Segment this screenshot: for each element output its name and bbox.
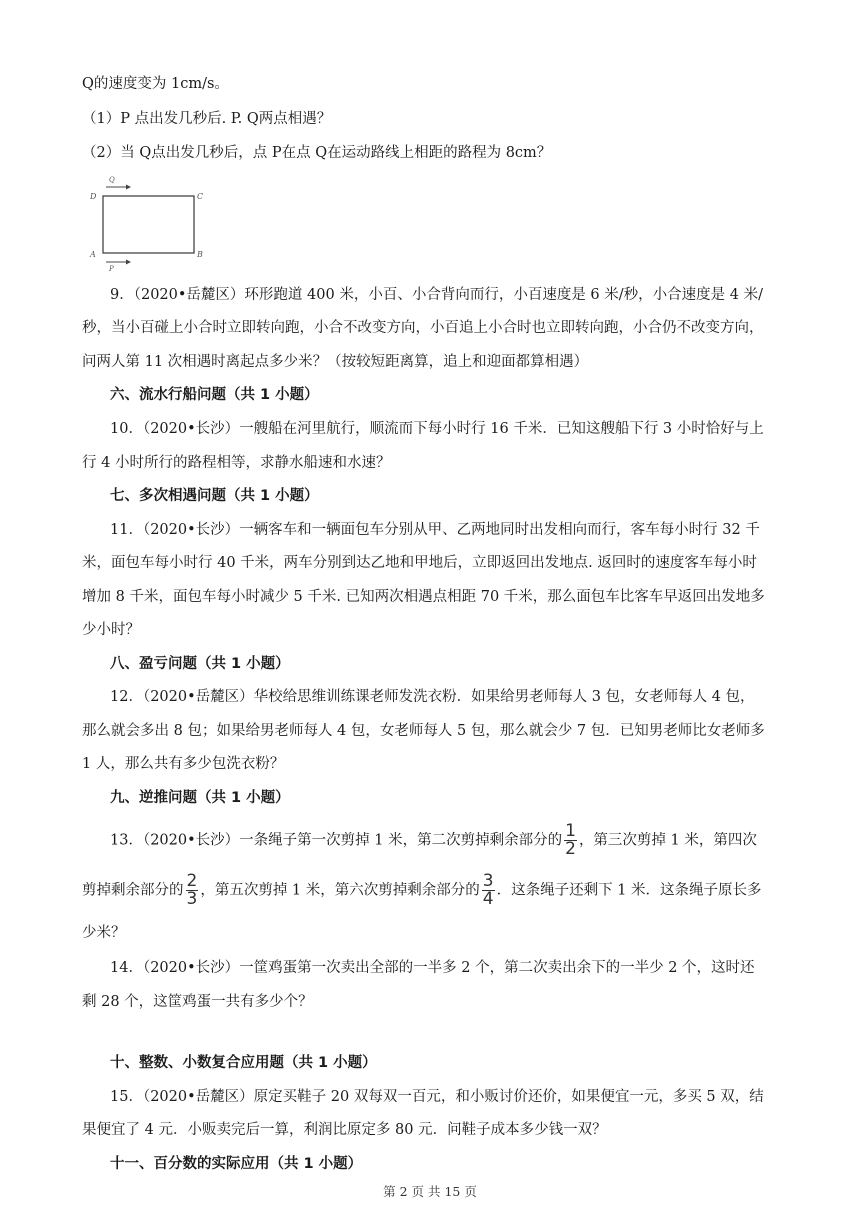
problem-13-line-3: 少米？: [82, 925, 126, 941]
track-rectangle: [103, 196, 194, 253]
problem-15-line-1: 15．（2020•岳麓区）原定买鞋子 20 双每双一百元，和小贩讨价还价，如果便宜一元，多买 5 双，结: [110, 1089, 764, 1105]
problem-13-text-3: 剪掉剩余部分的: [82, 882, 184, 899]
fraction-numerator: 2: [186, 871, 198, 891]
problem-13-line-2: [82, 873, 782, 908]
section-heading-8: 八、盈亏问题（共 1 小题）: [110, 656, 290, 672]
label-b: B: [197, 250, 203, 259]
problem-11-line-4: 少小时？: [82, 622, 140, 638]
rectangle-motion-diagram: [88, 168, 206, 272]
problem-10-line-1: 10．（2020•长沙）一艘船在河里航行，顺流而下每小时行 16 千米．已知这艘船下行 3 小时恰好与上: [110, 421, 764, 437]
section-heading-10: 十、整数、小数复合应用题（共 1 小题）: [110, 1055, 377, 1071]
problem-13-text-2: ，第三次剪掉 1 米，第四次: [578, 832, 757, 849]
section-heading-11: 十一、百分数的实际应用（共 1 小题）: [110, 1156, 363, 1172]
problem-9-line-1: 9．（2020•岳麓区）环形跑道 400 米，小百、小合背向而行，小百速度是 6 米/秒，小合速度是 4 米/: [110, 287, 763, 303]
fraction-three-quarters: [482, 873, 495, 908]
problem-12-line-1: 12．（2020•岳麓区）华校给思维训练课老师发洗衣粉．如果给男老师每人 3 包，女老师每人 4 包，: [110, 689, 755, 705]
problem-13-text-4: ，第五次剪掉 1 米，第六次剪掉剩余部分的: [200, 882, 480, 899]
problem-13-text-1: 13．（2020•长沙）一条绳子第一次剪掉 1 米，第二次剪掉剩余部分的: [110, 832, 563, 849]
fraction-denominator: 4: [482, 889, 494, 909]
label-c: C: [197, 192, 204, 201]
q-arrowhead: [126, 185, 131, 190]
problem-11-line-3: 增加 8 千米，面包车每小时减少 5 千米. 已知两次相遇点相距 70 千米，那么面包车比客车早返回出发地多: [82, 589, 765, 605]
problem-11-line-2: 米，面包车每小时行 40 千米，两车分别到达乙地和甲地后，立即返回出发地点. 返回时的速度客车每小时: [82, 555, 757, 571]
problem-15-line-2: 果便宜了 4 元．小贩卖完后一算，利润比原定多 80 元．问鞋子成本多少钱一双？: [82, 1122, 607, 1138]
label-a: A: [90, 250, 96, 259]
problem-8-question-2: （2）当 Q点出发几秒后，点 P在点 Q在运动路线上相距的路程为 8cm？: [82, 145, 552, 161]
problem-8-question-1: （1）P 点出发几秒后. P. Q两点相遇？: [82, 111, 332, 127]
fraction-two-thirds: [186, 873, 199, 908]
problem-14-line-1: 14．（2020•长沙）一筐鸡蛋第一次卖出全部的一半多 2 个，第二次卖出余下的一半少 2 个，这时还: [110, 960, 755, 976]
fraction-numerator: 3: [482, 871, 494, 891]
problem-13-text-5: ．这条绳子还剩下 1 米．这条绳子原长多: [496, 882, 762, 899]
section-heading-7: 七、多次相遇问题（共 1 小题）: [110, 488, 319, 504]
problem-9-line-2: 秒，当小百碰上小合时立即转向跑，小合不改变方向，小百追上小合时也立即转向跑，小合仍不改变方向，: [82, 320, 764, 336]
p-arrowhead: [126, 260, 131, 265]
fraction-denominator: 3: [186, 889, 198, 909]
fraction-one-half: [564, 823, 577, 858]
section-heading-6: 六、流水行船问题（共 1 小题）: [110, 387, 319, 403]
label-p: P: [109, 265, 114, 272]
problem-12-line-2: 那么就会多出 8 包；如果给男老师每人 4 包，女老师每人 5 包，那么就会少 7 包．已知男老师比女老师多: [82, 723, 765, 739]
problem-8-line-1: Q的速度变为 1cm/s。: [82, 76, 229, 92]
problem-13-line-1: [110, 823, 810, 858]
problem-9-line-3: 问两人第 11 次相遇时离起点多少米？（按较短距离算，追上和迎面都算相遇）: [82, 354, 589, 370]
problem-10-line-2: 行 4 小时所行的路程相等，求静水船速和水速？: [82, 455, 391, 471]
label-q: Q: [109, 176, 115, 184]
problem-12-line-3: 1 人，那么共有多少包洗衣粉？: [82, 756, 285, 772]
section-heading-9: 九、逆推问题（共 1 小题）: [110, 790, 290, 806]
problem-11-line-1: 11．（2020•长沙）一辆客车和一辆面包车分别从甲、乙两地同时出发相向而行，客车每小时行 32 千: [110, 522, 760, 538]
fraction-denominator: 2: [565, 839, 576, 859]
fraction-numerator: 1: [565, 821, 576, 841]
problem-14-line-2: 剩 28 个，这筐鸡蛋一共有多少个？: [82, 994, 313, 1010]
label-d: D: [90, 192, 97, 201]
page-footer: 第 2 页 共 15 页: [383, 1184, 477, 1199]
